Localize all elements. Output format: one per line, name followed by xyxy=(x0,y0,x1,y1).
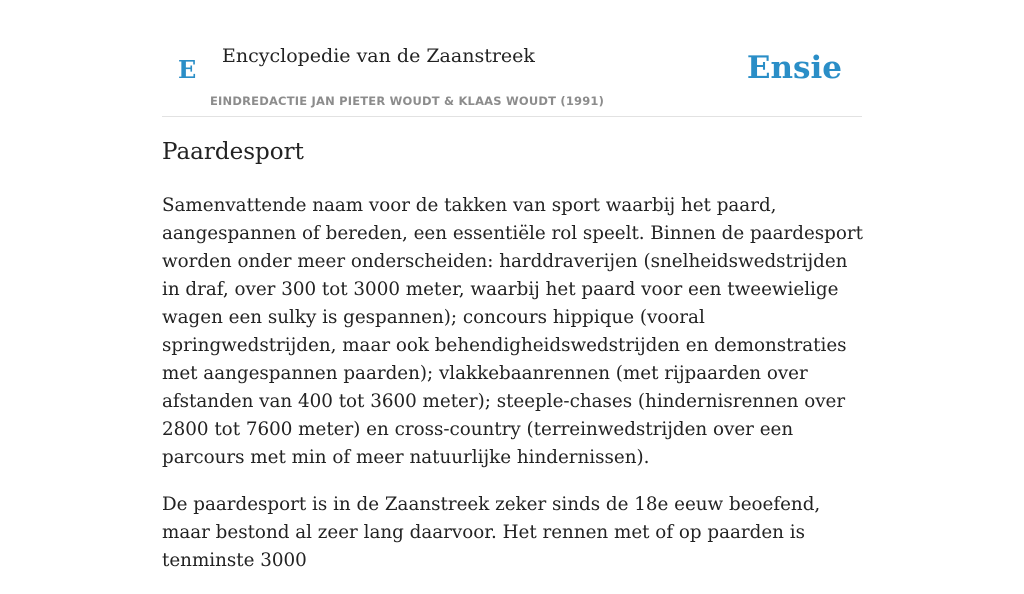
article-body xyxy=(162,192,868,594)
ensie-brand-link[interactable]: Ensie xyxy=(746,50,842,86)
site-header xyxy=(162,0,862,117)
article-paragraph: De paardesport is in de Zaanstreek zeker sinds de 18e eeuw beoefend, maar bestond al zeer lang daarvoor. Het rennen met of op paarden is tenminste 3000 xyxy=(162,494,821,571)
encyclopedia-title[interactable]: Encyclopedie van de Zaanstreek xyxy=(222,45,535,67)
article-paragraph: Samenvattende naam voor de takken van sport waarbij het paard, aangespannen of bereden, een essentiële rol speelt. Binnen de paardesport worden onder meer onderscheiden: harddraverijen (snelheidswedstrijden in draf, over 300 tot 3000 meter, waarbij het paard voor een tweewielige wagen een sulky is gespannen); concours hippique (vooral springwedstrijden, maar ook behendigheidswedstrijden en demonstraties met aangespannen paarden); vlakkebaanrennen (met rijpaarden over afstanden van 400 tot 3600 meter); steeple-chases (hindernisrennen over 2800 tot 7600 meter) en cross-country (terreinwedstrijden over een parcours met min of meer natuurlijke hindernissen). xyxy=(162,195,863,468)
editors-credit: EINDREDACTIE JAN PIETER WOUDT & KLAAS WOUDT (1991) xyxy=(210,94,605,108)
encyclopedia-logo[interactable]: E xyxy=(178,55,197,84)
article-title: Paardesport xyxy=(162,139,304,165)
